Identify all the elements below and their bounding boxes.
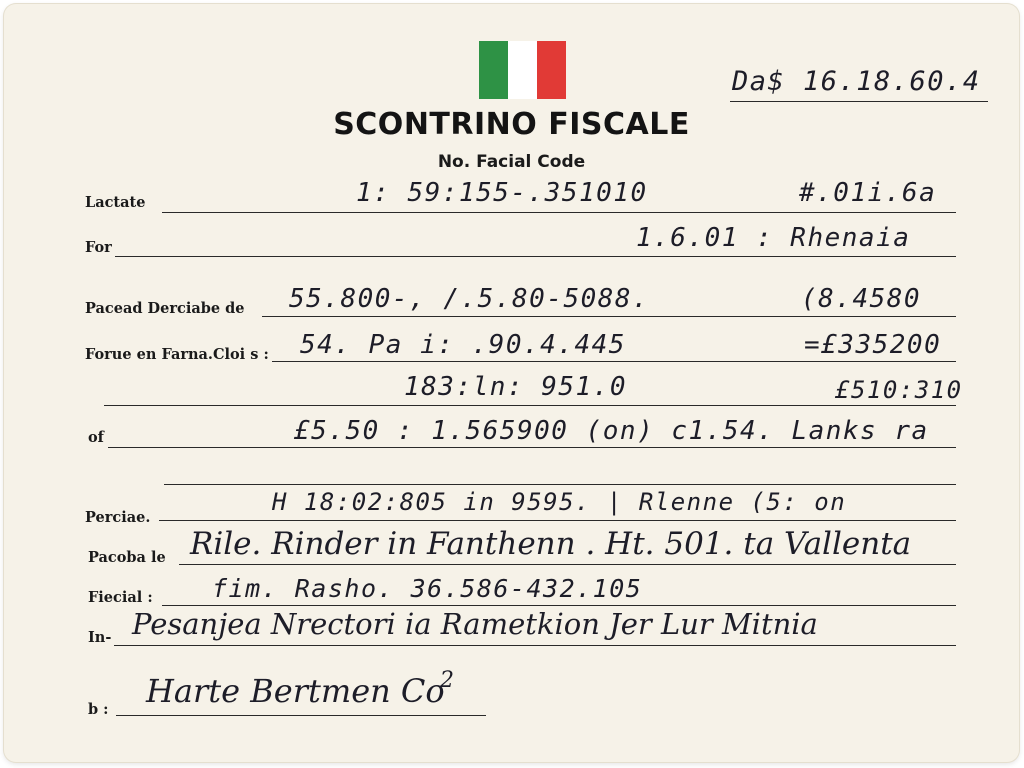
label-of: of <box>88 429 104 446</box>
hw-extra-right: £510:310 <box>835 376 963 404</box>
hw-lactate-right: #.01i.6a <box>799 178 937 208</box>
rule-of <box>108 447 956 448</box>
label-b: b : <box>88 701 109 718</box>
rule-perciae <box>159 520 956 521</box>
label-pacead: Pacead Derciabe de <box>85 300 245 317</box>
rule-signature <box>116 715 486 716</box>
label-perciae: Perciae. <box>85 509 151 526</box>
label-fiecial: Fiecial : <box>88 589 153 606</box>
rule-extra <box>104 405 956 406</box>
hw-of-main: £5.50 : 1.565900 (on) c1.54. Lanks ra <box>294 416 929 446</box>
hw-lactate-main: 1: 59:155-.351010 <box>356 178 648 208</box>
hw-forue-main: 54. Pa i: .90.4.445 <box>300 330 626 360</box>
hw-perciae-main: H 18:02:805 in 9595. | Rlenne (5: on <box>272 488 847 516</box>
flag-stripe-green <box>479 41 508 99</box>
hw-extra-main: 183:ln: 951.0 <box>404 372 627 402</box>
hw-for-main: 1.6.01 <box>636 223 739 253</box>
fiscal-receipt-card <box>4 4 1019 762</box>
rule-pacead <box>262 316 956 317</box>
label-lactate: Lactate <box>85 194 146 211</box>
hw-for-right: : Rhenaia <box>756 223 911 253</box>
hw-fiecial-main: fim. Rasho. 36.586-432.105 <box>212 574 643 603</box>
handwritten-signature: Harte Bertmen Co <box>146 672 445 710</box>
rule-perciae-upper <box>164 484 956 485</box>
receipt-subtitle: No. Facial Code <box>437 152 586 172</box>
hw-pacoba-main: Rile. Rinder in Fanthenn . Ht. 501. ta Vallenta <box>190 526 912 562</box>
hw-pacead-main: 55.800-, /.5.80-5088. <box>289 284 650 314</box>
italian-flag-icon <box>479 41 566 99</box>
rule-for <box>115 256 956 257</box>
rule-forue <box>272 361 956 362</box>
flag-stripe-white <box>508 41 537 99</box>
rule-in <box>114 645 956 646</box>
label-in: In- <box>88 629 112 646</box>
date-underline <box>730 101 988 102</box>
label-for: For <box>85 239 112 256</box>
rule-pacoba <box>179 564 956 565</box>
signature-mark: 2 <box>440 668 454 693</box>
hw-forue-right: =£335200 <box>804 330 942 360</box>
receipt-title: SCONTRINO FISCALE <box>333 107 690 142</box>
label-pacoba: Pacoba le <box>88 549 166 566</box>
flag-stripe-red <box>537 41 566 99</box>
hw-pacead-right: (8.4580 <box>801 284 922 314</box>
handwritten-date: Da$ 16.18.60.4 <box>732 66 981 97</box>
rule-lactate <box>162 212 956 213</box>
label-forue: Forue en Farna.Cloi s : <box>85 346 269 363</box>
rule-fiecial <box>162 605 956 606</box>
hw-in-main: Pesanjea Nrectori ia Rametkion Jer Lur Mitnia <box>132 607 818 641</box>
